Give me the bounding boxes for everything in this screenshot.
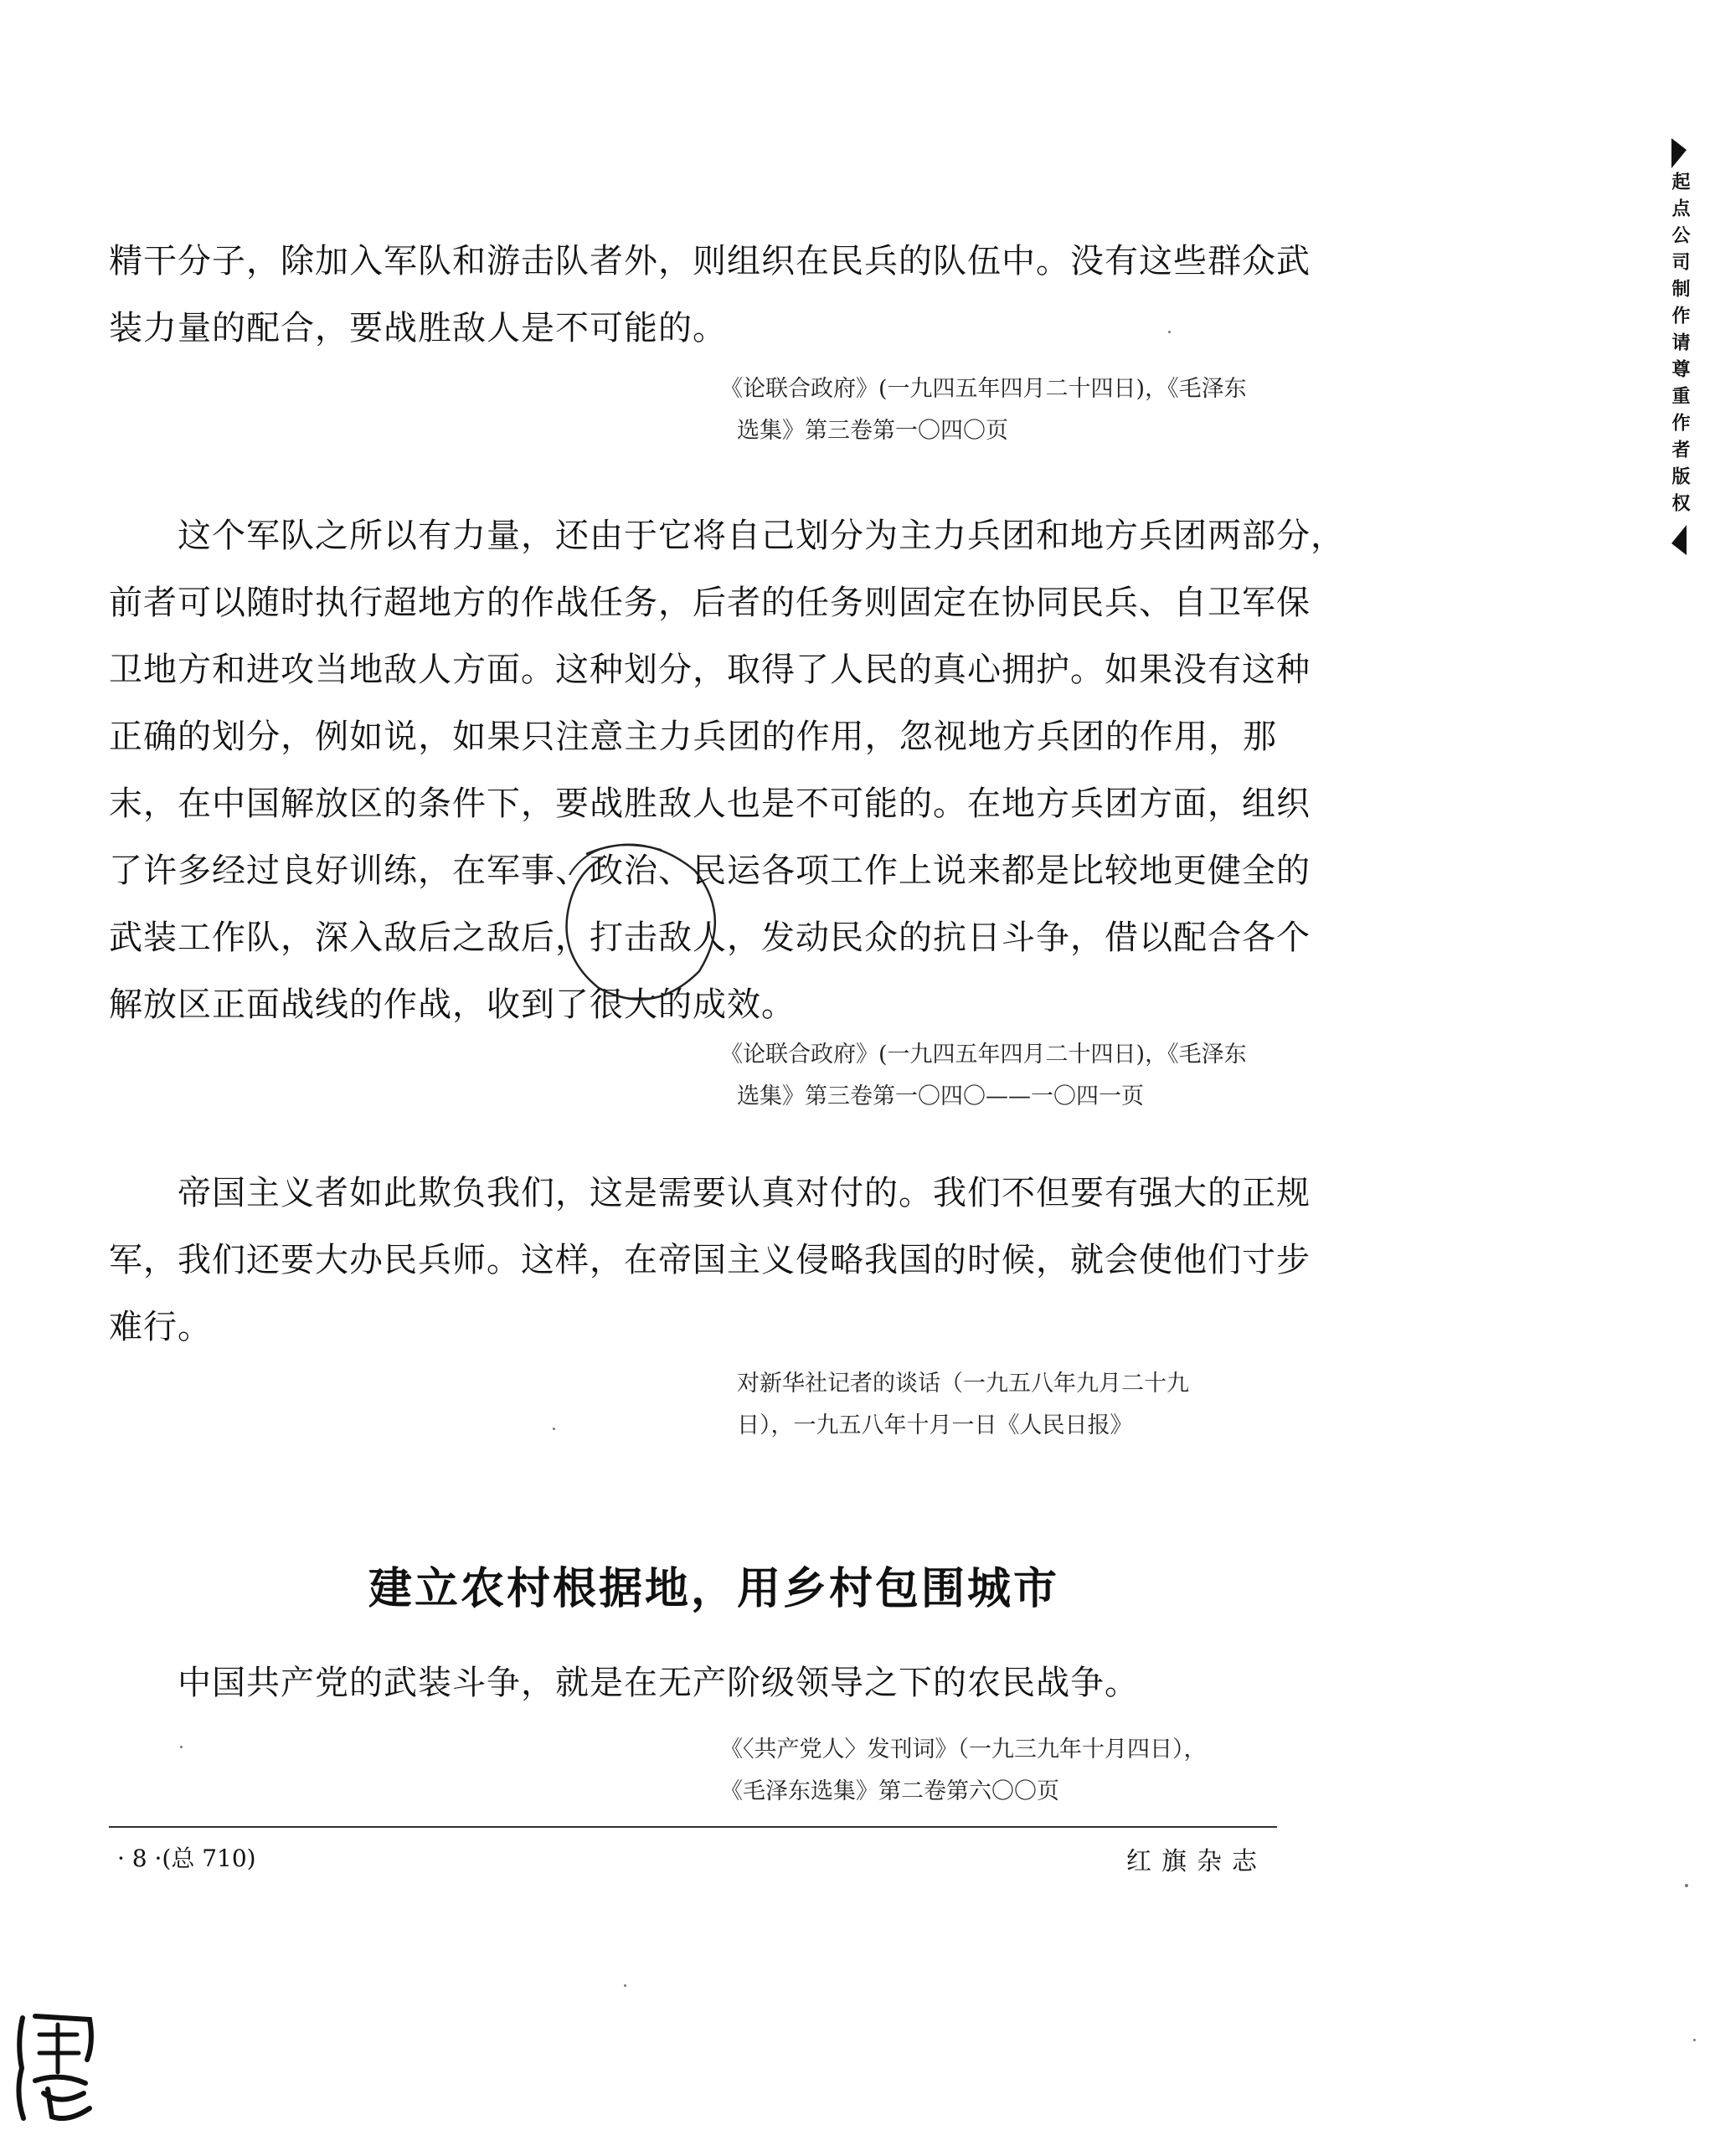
footer-rule bbox=[109, 1826, 1277, 1828]
journal-name: 红旗杂志 bbox=[1126, 1847, 1267, 1876]
paragraph-line: 精干分子，除加入军队和游击队者外，则组织在民兵的队伍中。没有这些群众武 bbox=[109, 242, 1311, 280]
paragraph-line: 军，我们还要大办民兵师。这样，在帝国主义侵略我国的时候，就会使他们寸步 bbox=[109, 1241, 1311, 1279]
citation-line: 《论联合政府》(一九四五年四月二十四日)，《毛泽东 bbox=[720, 1042, 1247, 1068]
paragraph-line: 了许多经过良好训练，在军事、政治、民运各项工作上说来都是比较地更健全的 bbox=[109, 852, 1311, 890]
scan-speck bbox=[553, 1428, 555, 1430]
hand-drawn-circle-annotation bbox=[553, 837, 737, 1013]
scan-speck bbox=[1168, 331, 1171, 333]
scan-speck bbox=[624, 1984, 626, 1987]
paragraph-line: 中国共产党的武装斗争，就是在无产阶级领导之下的农民战争。 bbox=[109, 1664, 1139, 1702]
citation-1 bbox=[720, 368, 1247, 452]
paragraph-line: 武装工作队，深入敌后之敌后，打击敌人，发动民众的抗日斗争，借以配合各个 bbox=[109, 918, 1311, 957]
citation-line: 选集》第三卷第一〇四〇——一〇四一页 bbox=[737, 1083, 1144, 1109]
paragraph-line: 难行。 bbox=[109, 1308, 212, 1346]
paragraph-line: 这个军队之所以有力量，还由于它将自己划分为主力兵团和地方兵团两部分， bbox=[109, 517, 1345, 555]
citation-line: 《毛泽东选集》第二卷第六〇〇页 bbox=[720, 1778, 1059, 1804]
side-copyright-notice bbox=[1662, 138, 1696, 555]
paragraph-4 bbox=[109, 1649, 1277, 1716]
scan-speck bbox=[1693, 2039, 1696, 2041]
citation-line: 日），一九五八年十月一日《人民日报》 bbox=[737, 1412, 1133, 1438]
citation-2 bbox=[720, 1034, 1247, 1118]
citation-4 bbox=[720, 1729, 1207, 1813]
side-notice-text: 起点公司制作请尊重作者版权 bbox=[1669, 172, 1690, 520]
paragraph-3 bbox=[109, 1160, 1311, 1361]
paragraph-line: 卫地方和进攻当地敌人方面。这种划分，取得了人民的真心拥护。如果没有这种 bbox=[109, 651, 1311, 689]
paragraph-line: 末，在中国解放区的条件下，要战胜敌人也是不可能的。在地方兵团方面，组织 bbox=[109, 785, 1311, 823]
citation-3 bbox=[737, 1363, 1189, 1447]
paragraph-line: 正确的划分，例如说，如果只注意主力兵团的作用，忽视地方兵团的作用，那 bbox=[109, 718, 1277, 756]
paragraph-line: 解放区正面战线的作战，收到了很大的成效。 bbox=[109, 985, 796, 1024]
paragraph-line: 帝国主义者如此欺负我们，这是需要认真对付的。我们不但要有强大的正规 bbox=[109, 1174, 1311, 1212]
citation-line: 选集》第三卷第一〇四〇页 bbox=[737, 418, 1008, 444]
scan-speck bbox=[180, 1746, 183, 1748]
notice-bottom-marker bbox=[1671, 525, 1687, 555]
paragraph-line: 前者可以随时执行超地方的作战任务，后者的任务则固定在协同民兵、自卫军保 bbox=[109, 584, 1311, 622]
citation-line: 对新华社记者的谈话（一九五八年九月二十九 bbox=[737, 1371, 1189, 1397]
page-number: · 8 ·(总 710) bbox=[117, 1845, 256, 1872]
section-heading: 建立农村根据地，用乡村包围城市 bbox=[368, 1564, 1060, 1614]
paragraph-1 bbox=[109, 228, 1311, 362]
paragraph-line: 装力量的配合，要战胜敌人是不可能的。 bbox=[109, 309, 727, 347]
citation-line: 《〈共产党人〉发刊词》（一九三九年十月四日）， bbox=[720, 1737, 1207, 1762]
scan-speck bbox=[1685, 1884, 1688, 1887]
citation-line: 《论联合政府》(一九四五年四月二十四日)，《毛泽东 bbox=[720, 376, 1247, 402]
notice-top-marker bbox=[1671, 138, 1687, 168]
seal-stamp-logo bbox=[10, 2009, 102, 2127]
